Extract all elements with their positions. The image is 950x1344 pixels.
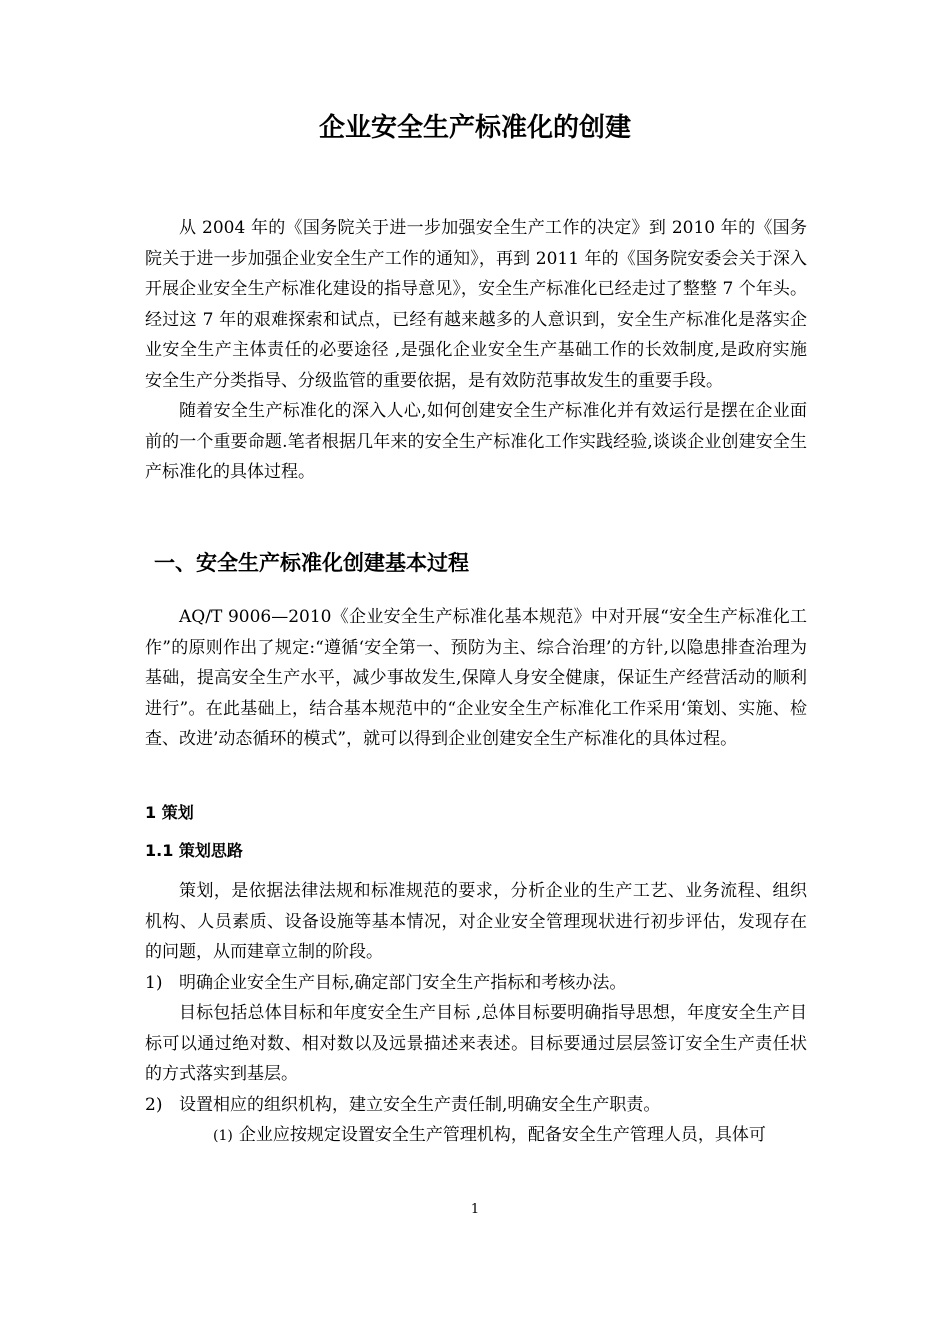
section1-paragraph: AQ/T 9006—2010《企业安全生产标准化基本规范》中对开展“安全生产标准化工作”的原则作出了规定:“遵循‘安全第一、预防为主、综合治理’的方针,以隐患排查治理为基础，提高安全生产水平，减少事故发生,保障人身安全健康，保证生产经营活动的顺利进行”。在此基础上，结合基本规范中的“企业安全生产标准化工作采用‘策划、实施、检查、改进’动态循环的模式”，就可以得到企业创建安全生产标准化的具体过程。 bbox=[145, 607, 807, 749]
list-item-1-text: 明确企业安全生产目标,确定部门安全生产指标和考核办法。 bbox=[179, 972, 627, 993]
page-number: 1 bbox=[470, 1202, 480, 1217]
subsection-heading-1: 1 策划 bbox=[145, 803, 194, 822]
sub-item-1-text: 企业应按规定设置安全生产管理机构，配备安全生产管理人员，具体可 bbox=[238, 1125, 766, 1145]
section1-block bbox=[145, 602, 807, 755]
section-heading-1: 一、安全生产标准化创建基本过程 bbox=[154, 551, 469, 575]
list-item-1 bbox=[145, 968, 807, 999]
subsection-1-1-block bbox=[145, 876, 807, 1152]
list-item-2 bbox=[145, 1090, 807, 1121]
sub-item-1-number: (1) bbox=[213, 1128, 233, 1144]
subsection-heading-1-1: 1.1 策划思路 bbox=[145, 841, 243, 860]
sub-item-1 bbox=[145, 1120, 807, 1152]
intro-paragraph-1: 从 2004 年的《国务院关于进一步加强安全生产工作的决定》到 2010 年的《国务院关于进一步加强企业安全生产工作的通知》，再到 2011 年的《国务院安委会关于深入开展企业安全生产标准化建设的指导意见》，安全生产标准化已经走过了整整 7 个年头。经过这 7 年的艰难探索和试点，已经有越来越多的人意识到，安全生产标准化是落实企业安全生产主体责任的必要途径 ,是强化企业安全生产基础工作的长效制度,是政府实施安全生产分类指导、分级监管的重要依据，是有效防范事故发生的重要手段。 bbox=[145, 218, 807, 391]
list-item-2-text: 设置相应的组织机构，建立安全生产责任制,明确安全生产职责。 bbox=[179, 1094, 661, 1115]
list-item-1-paragraph: 目标包括总体目标和年度安全生产目标 ,总体目标要明确指导思想，年度安全生产目标可以通过绝对数、相对数以及远景描述来表述。目标要通过层层签订安全生产责任状的方式落实到基层。 bbox=[145, 1003, 807, 1084]
list-item-2-number: 2) bbox=[145, 1094, 163, 1115]
intro-block bbox=[145, 213, 807, 488]
list-item-1-number: 1) bbox=[145, 972, 163, 993]
planning-paragraph: 策划，是依据法律法规和标准规范的要求，分析企业的生产工艺、业务流程、组织机构、人员素质、设备设施等基本情况，对企业安全管理现状进行初步评估，发现存在的问题，从而建章立制的阶段。 bbox=[145, 881, 807, 962]
intro-paragraph-2: 随着安全生产标准化的深入人心,如何创建安全生产标准化并有效运行是摆在企业面前的一个重要命题.笔者根据几年来的安全生产标准化工作实践经验,谈谈企业创建安全生产标准化的具体过程。 bbox=[145, 401, 807, 482]
document-title: 企业安全生产标准化的创建 bbox=[318, 113, 631, 143]
